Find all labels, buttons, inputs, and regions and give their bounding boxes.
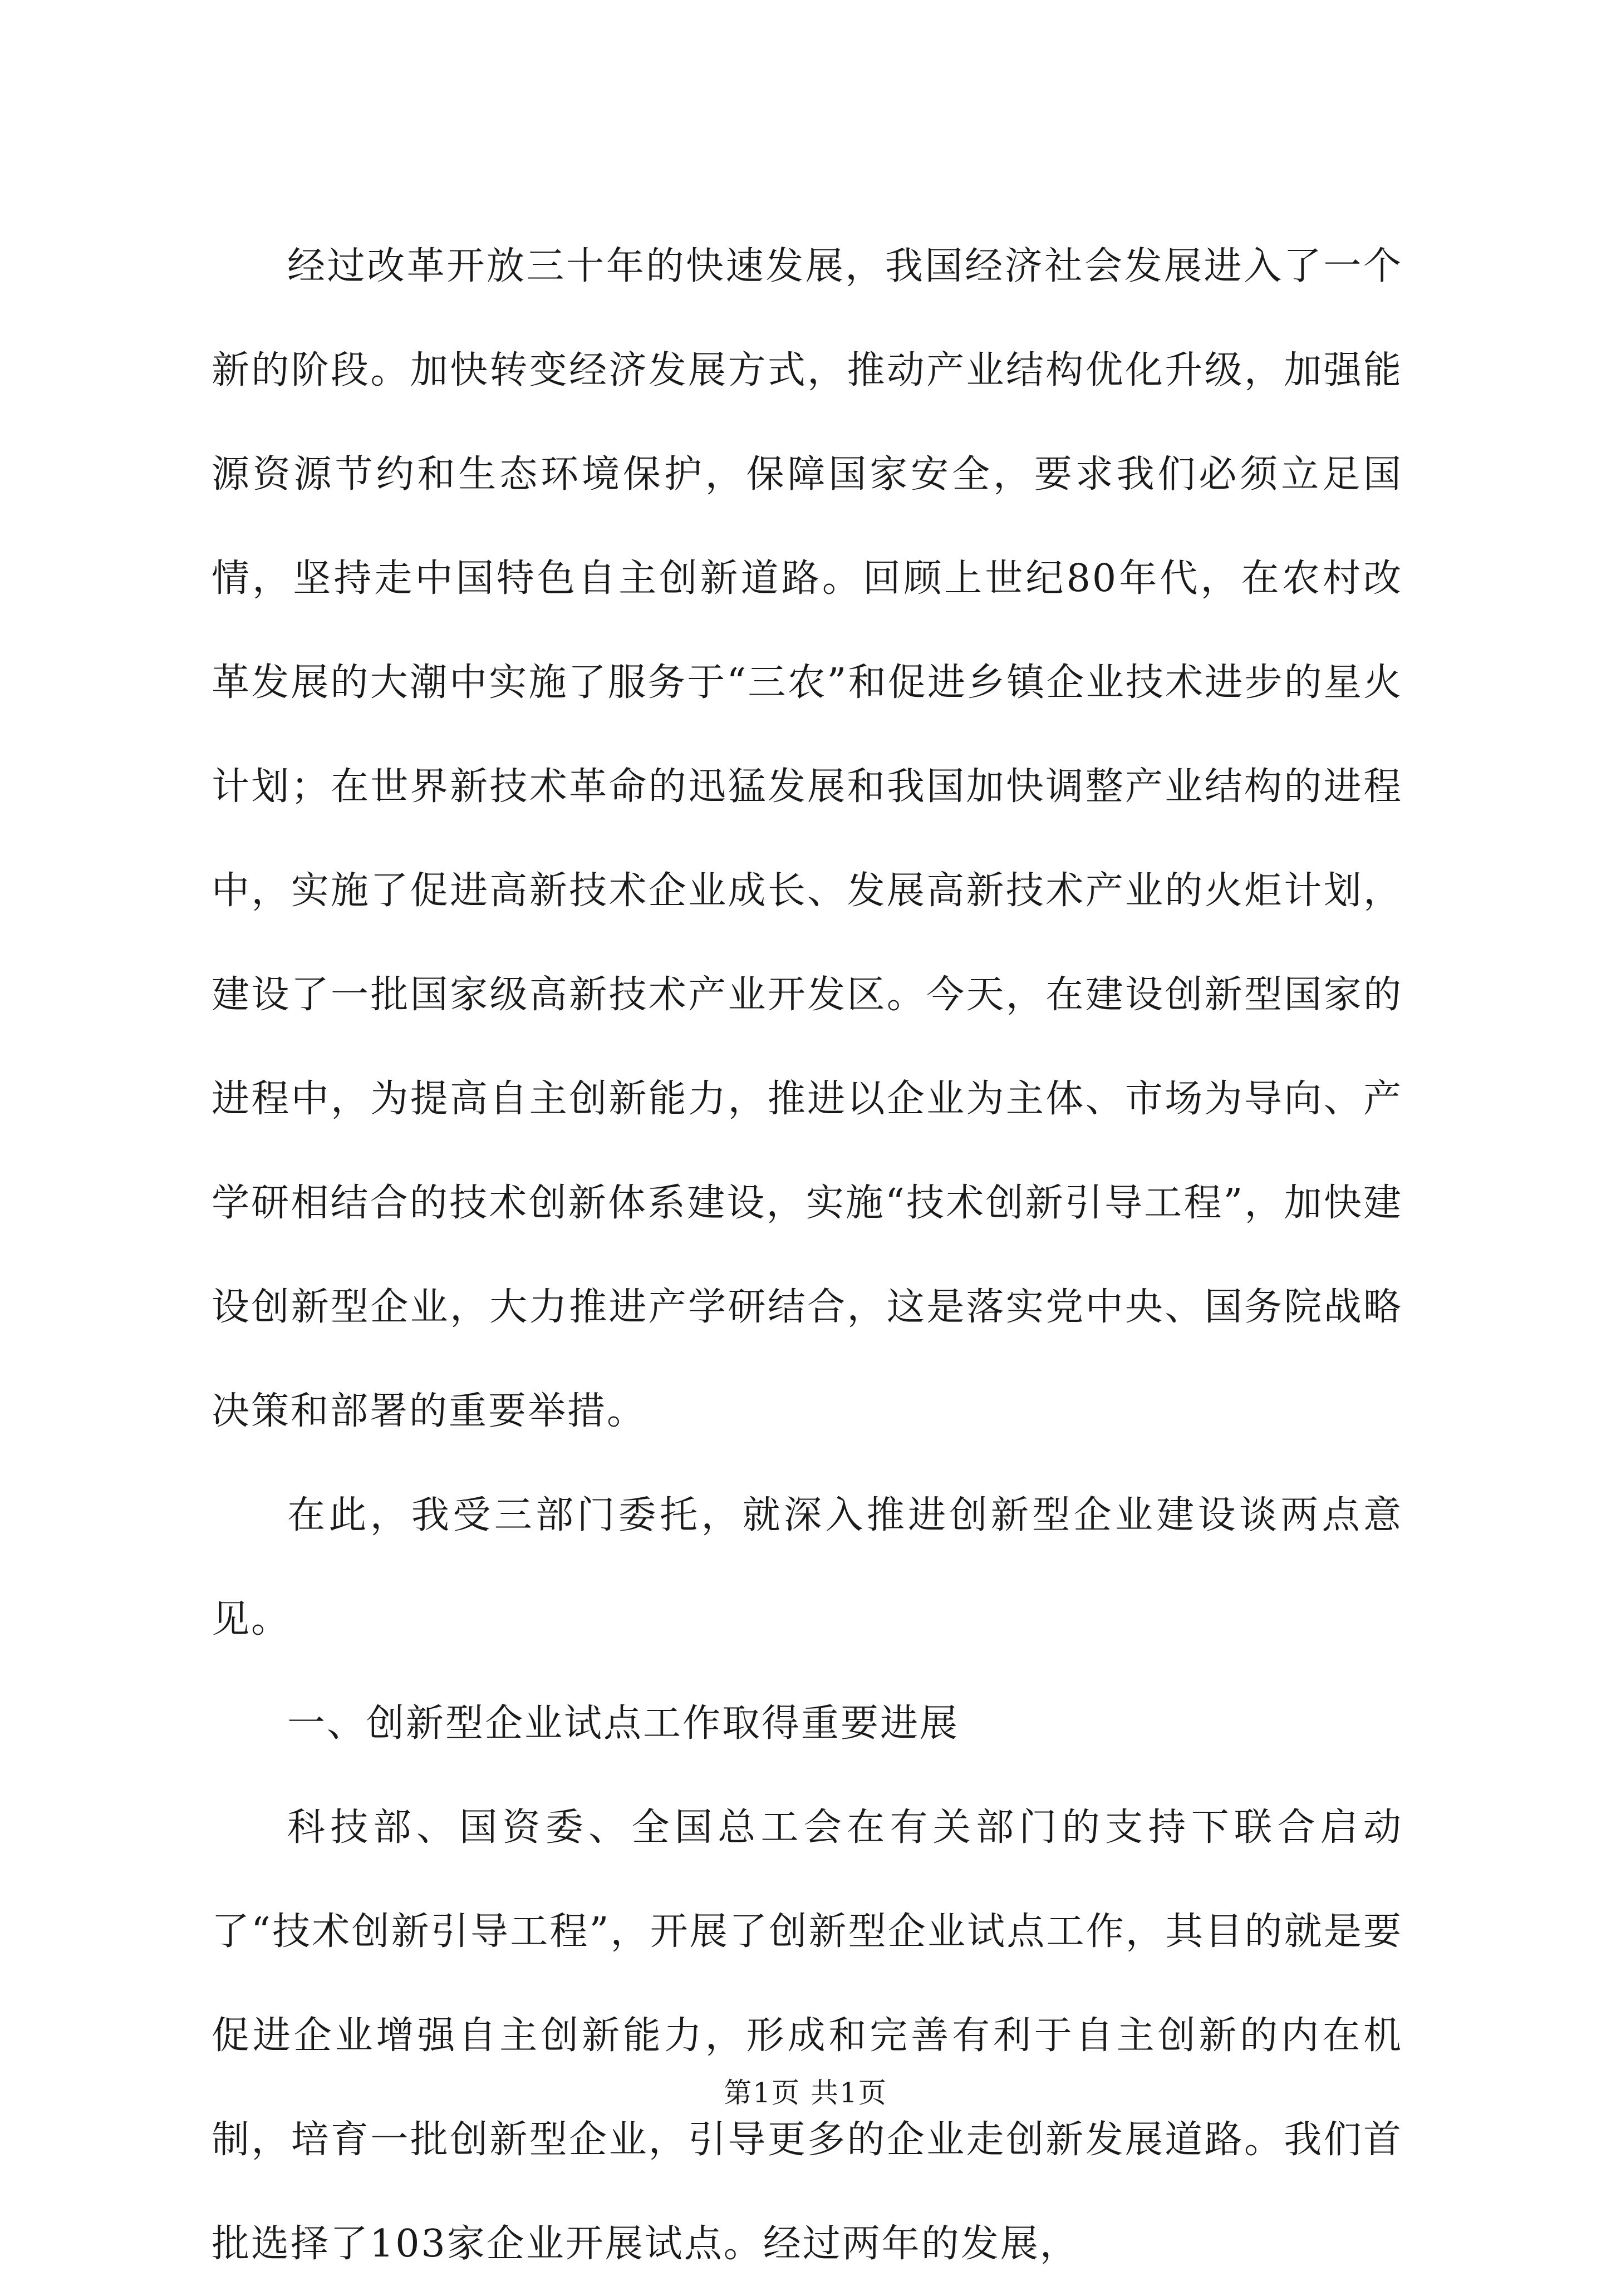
- document-body: [212, 214, 1403, 2296]
- page-footer: 第1页 共1页: [724, 2077, 887, 2109]
- section-heading: 一、创新型企业试点工作取得重要进展: [287, 1702, 960, 1746]
- paragraph-pilot: 科技部、国资委、全国总工会在有关部门的支持下联合启动了“技术创新引导工程”，开展了创新型企业试点工作，其目的就是要促进企业增强自主创新能力，形成和完善有利于自主创新的内在机制，培育一批创新型企业，引导更多的企业走创新发展道路。我们首批选择了103家企业开展试点。经过两年的发展，: [212, 1806, 1403, 2266]
- paragraph-intro: 经过改革开放三十年的快速发展，我国经济社会发展进入了一个新的阶段。加快转变经济发展方式，推动产业结构优化升级，加强能源资源节约和生态环境保护，保障国家安全，要求我们必须立足国情，坚持走中国特色自主创新道路。回顾上世纪80年代，在农村改革发展的大潮中实施了服务于“三农”和促进乡镇企业技术进步的星火计划；在世界新技术革命的迅猛发展和我国加快调整产业结构的进程中，实施了促进高新技术企业成长、发展高新技术产业的火炬计划，建设了一批国家级高新技术产业开发区。今天，在建设创新型国家的进程中，为提高自主创新能力，推进以企业为主体、市场为导向、产学研相结合的技术创新体系建设，实施“技术创新引导工程”，加快建设创新型企业，大力推进产学研结合，这是落实党中央、国务院战略决策和部署的重要举措。: [212, 244, 1403, 1433]
- paragraph-opinion: 在此，我受三部门委托，就深入推进创新型企业建设谈两点意见。: [212, 1493, 1403, 1641]
